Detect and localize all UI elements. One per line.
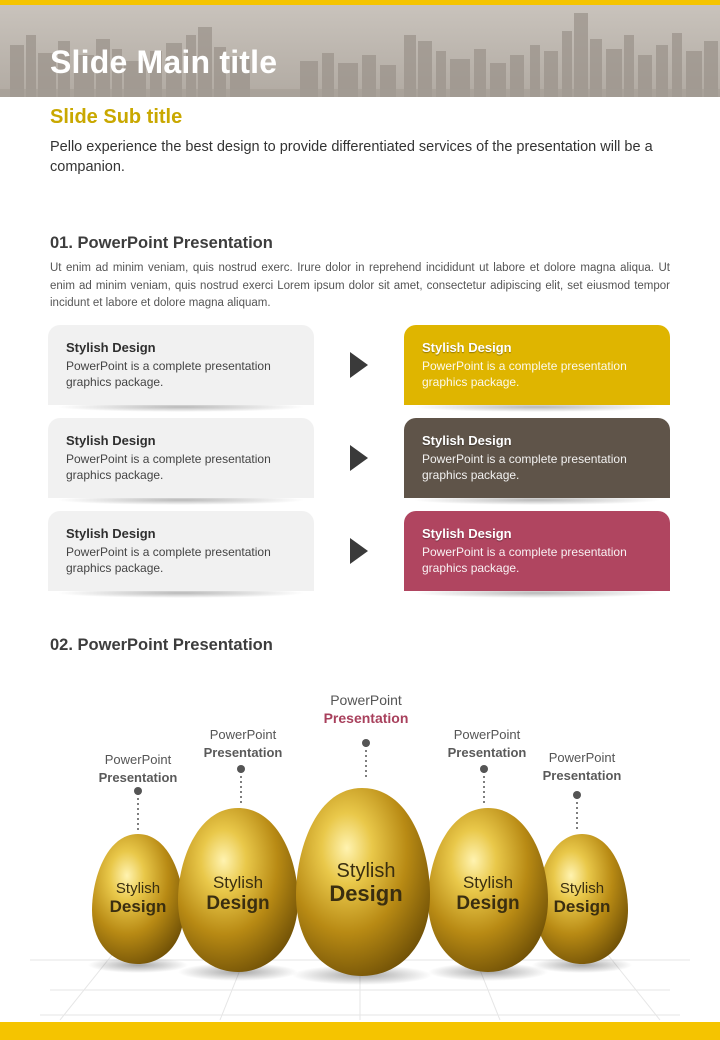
egg-label-top: PowerPoint bbox=[453, 727, 521, 742]
egg-label-top: PowerPoint bbox=[104, 752, 172, 767]
egg-label-bold: Presentation bbox=[447, 745, 527, 760]
egg-text-5a: Stylish bbox=[559, 880, 605, 897]
egg-text-5b: Design bbox=[553, 897, 611, 916]
card-title: Stylish Design bbox=[422, 340, 512, 355]
egg-label-top: PowerPoint bbox=[209, 727, 277, 742]
egg-label-1 bbox=[78, 751, 198, 787]
egg-text-2a: Stylish bbox=[212, 873, 264, 892]
egg-label-bold: Presentation bbox=[542, 768, 622, 783]
card-title: Stylish Design bbox=[66, 340, 156, 355]
card-body: PowerPoint is a complete presentation graphics package. bbox=[422, 545, 627, 575]
egg-label-2 bbox=[183, 726, 303, 762]
section-1-title: 01. PowerPoint Presentation bbox=[50, 234, 273, 252]
card-body: PowerPoint is a complete presentation graphics package. bbox=[66, 545, 271, 575]
bottom-accent-bar bbox=[0, 1022, 720, 1040]
egg-label-bold: Presentation bbox=[203, 745, 283, 760]
section-1-body: Ut enim ad minim veniam, quis nostrud exerc. Irure dolor in reprehend incididunt ut labore et dolore magna aliqua. Ut enim ad minim veniam, quis nostrud exerci Lorem ipsum dolor sit amet, consectetur adipiscing elit, set eiusmod tempor incidunt et labore et dolore magna aliquam. bbox=[50, 262, 670, 309]
egg-label-3 bbox=[306, 691, 426, 727]
egg-label-5 bbox=[522, 749, 642, 785]
slide-main-title: Slide Main title bbox=[50, 44, 278, 80]
card-body: PowerPoint is a complete presentation graphics package. bbox=[66, 359, 271, 389]
egg-text-3a: Stylish bbox=[336, 860, 396, 882]
egg-text-1b: Design bbox=[109, 897, 167, 916]
intro-text: Pello experience the best design to provide differentiated services of the presentation will be a companion. bbox=[50, 139, 653, 175]
egg-text-4a: Stylish bbox=[462, 873, 514, 892]
card-title: Stylish Design bbox=[422, 526, 512, 541]
card-title: Stylish Design bbox=[422, 433, 512, 448]
card-title: Stylish Design bbox=[66, 433, 156, 448]
card-body: PowerPoint is a complete presentation graphics package. bbox=[422, 452, 627, 482]
section-2-title: 02. PowerPoint Presentation bbox=[50, 636, 273, 654]
egg-text-1a: Stylish bbox=[115, 880, 161, 897]
egg-text-4b: Design bbox=[456, 893, 520, 914]
card-body: PowerPoint is a complete presentation graphics package. bbox=[66, 452, 271, 482]
egg-label-bold: Presentation bbox=[98, 770, 178, 785]
egg-label-top: PowerPoint bbox=[330, 692, 402, 708]
egg-label-top: PowerPoint bbox=[548, 750, 616, 765]
egg-label-bold-accent: Presentation bbox=[323, 710, 409, 726]
card-body: PowerPoint is a complete presentation graphics package. bbox=[422, 359, 627, 389]
card-title: Stylish Design bbox=[66, 526, 156, 541]
slide-sub-title: Slide Sub title bbox=[50, 106, 183, 128]
egg-text-3b: Design bbox=[329, 881, 403, 906]
egg-text-2b: Design bbox=[206, 893, 270, 914]
